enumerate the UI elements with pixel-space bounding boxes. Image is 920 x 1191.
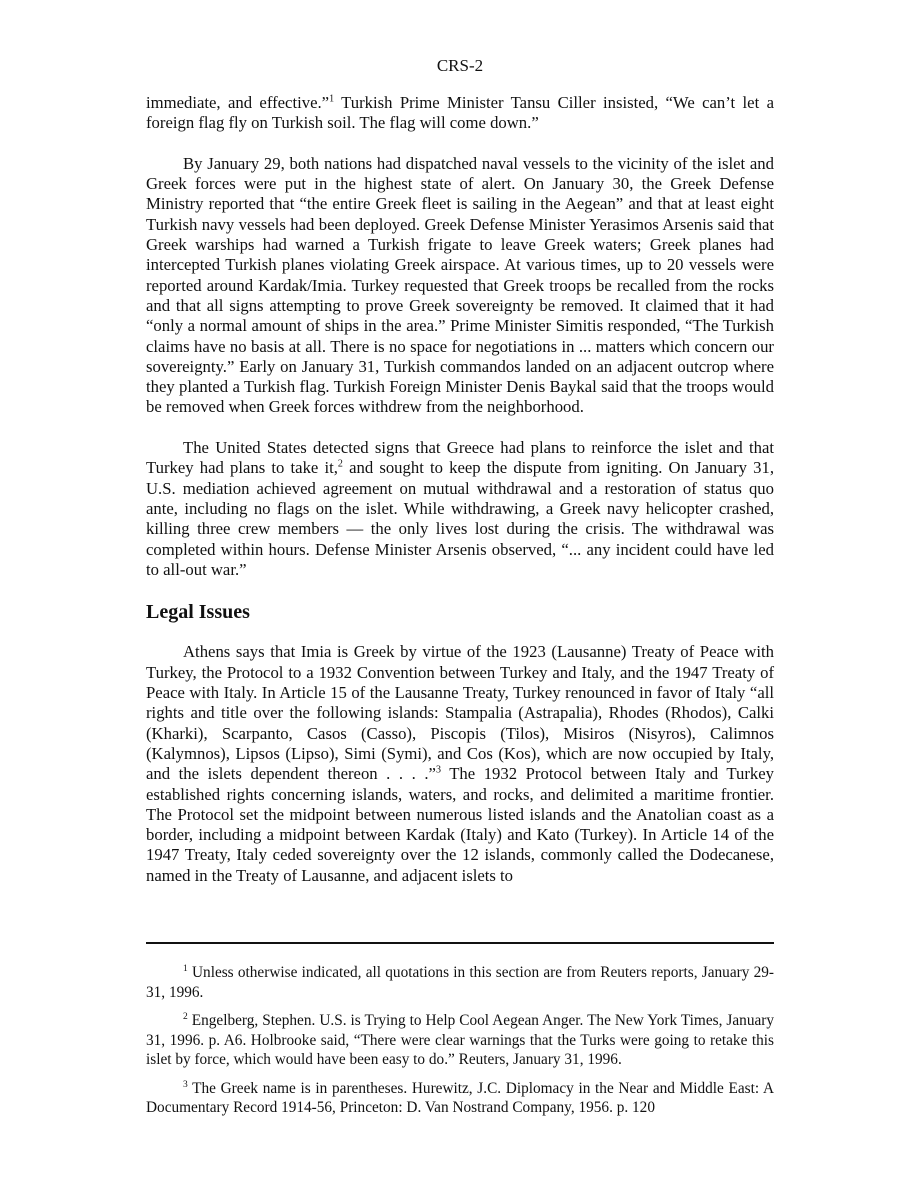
paragraph-2: By January 29, both nations had dispatched naval vessels to the vicinity of the islet and Greek forces were put in the highest state of alert. On January 30, the Greek Defense Ministry reported that “the entire Greek fleet is sailing in the Aegean” and that at least eight Turkish navy vessels had been deployed. Greek Defense Minister Yerasimos Arsenis said that Greek warships had warned a Turkish frigate to leave Greek waters; Greek planes had intercepted Turkish planes violating Greek airspace. At various times, up to 20 vessels were reported around Kardak/Imia. Turkey requested that Greek troops be recalled from the rocks and that all signs attempting to prove Greek sovereignty be removed. It claimed that it had “only a normal amount of ships in the area.” Prime Minister Simitis responded, “The Turkish claims have no basis at all. There is no space for negotiations in ... matters which concern our sovereignty.” Early on January 31, Turkish commandos landed on an adjacent outcrop where they planted a Turkish flag. Turkish Foreign Minister Denis Baykal said that the troops would be removed when Greek forces withdrew from the neighborhood. (146, 153, 774, 417)
footnote-number: 1 (183, 963, 188, 974)
footnote-text: Unless otherwise indicated, all quotations in this section are from Reuters reports, January 29-31, 1996. (146, 964, 774, 1001)
paragraph-text: The United States detected signs that Greece had plans to reinforce the islet and that Turkey had plans to take it, (146, 438, 774, 478)
paragraph-text: Athens says that Imia is Greek by virtue of the 1923 (Lausanne) Treaty of Peace with Turkey, the Protocol to a 1932 Convention between Turkey and Italy, and the 1947 Treaty of Peace with Italy. In Article 15 of the Lausanne Treaty, Turkey renounced in favor of Italy “all rights and title over the following islands: Stampalia (Astrapalia), Rhodes (Rhodos), Calki (Kharki), Scarpanto, Casos (Casso), Piscopis (Tilos), Misiros (Nisyros), Calimnos (Kalymnos), Lipsos (Lipso), Simi (Symi), and Cos (Kos), which are now occupied by Italy, and the islets dependent thereon . . . .” (146, 642, 774, 784)
paragraph-text: and sought to keep the dispute from igniting. On January 31, U.S. mediation achieved agreement on mutual withdrawal and a restoration of status quo ante, including no flags on the islet. While withdrawing, a Greek navy helicopter crashed, killing three crew members — the only lives lost during the crisis. The withdrawal was completed within hours. Defense Minister Arsenis observed, “... any incident could have led to all-out war.” (146, 458, 774, 579)
footnote-divider (146, 942, 774, 944)
footnote-3 (146, 1079, 774, 1118)
section-heading: Legal Issues (146, 601, 250, 624)
footnote-ref-3: 3 (435, 764, 441, 776)
footnote-number: 2 (183, 1011, 188, 1022)
page-header: CRS-2 (436, 56, 484, 75)
footnote-1 (146, 963, 774, 1002)
paragraph-text: immediate, and effective.” (146, 93, 330, 112)
footnote-ref-2: 2 (337, 458, 343, 470)
paragraph-text: Turkish Prime Minister Tansu Ciller insisted, “We can’t let a foreign flag fly on Turkish soil. The flag will come down.” (146, 93, 774, 133)
paragraph-3 (146, 438, 774, 580)
footnote-text: The Greek name is in parentheses. Hurewitz, J.C. Diplomacy in the Near and Middle East: A Documentary Record 1914-56, Princeton: D. Van Nostrand Company, 1956. p. 120 (146, 1079, 774, 1116)
paragraph-4 (146, 642, 774, 886)
body-text (146, 93, 774, 886)
paragraph-text: The 1932 Protocol between Italy and Turkey established rights concerning islands, waters, and rocks, and delimited a maritime frontier. The Protocol set the midpoint between numerous listed islands and the Anatolian coast as a border, including a midpoint between Kardak (Italy) and Kato (Turkey). In Article 14 of the 1947 Treaty, Italy ceded sovereignty over the 12 islands, commonly called the Dodecanese, named in the Treaty of Lausanne, and adjacent islets to (146, 764, 774, 885)
footnotes (146, 963, 774, 1127)
footnote-2 (146, 1011, 774, 1070)
paragraph-1 (146, 93, 774, 134)
footnote-ref-1: 1 (329, 93, 335, 105)
footnote-text: Engelberg, Stephen. U.S. is Trying to Help Cool Aegean Anger. The New York Times, January 31, 1996. p. A6. Holbrooke said, “There were clear warnings that the Turks were going to retake this islet by force, which would have been easy to do.” Reuters, January 31, 1996. (146, 1012, 774, 1068)
footnote-number: 3 (183, 1079, 188, 1090)
